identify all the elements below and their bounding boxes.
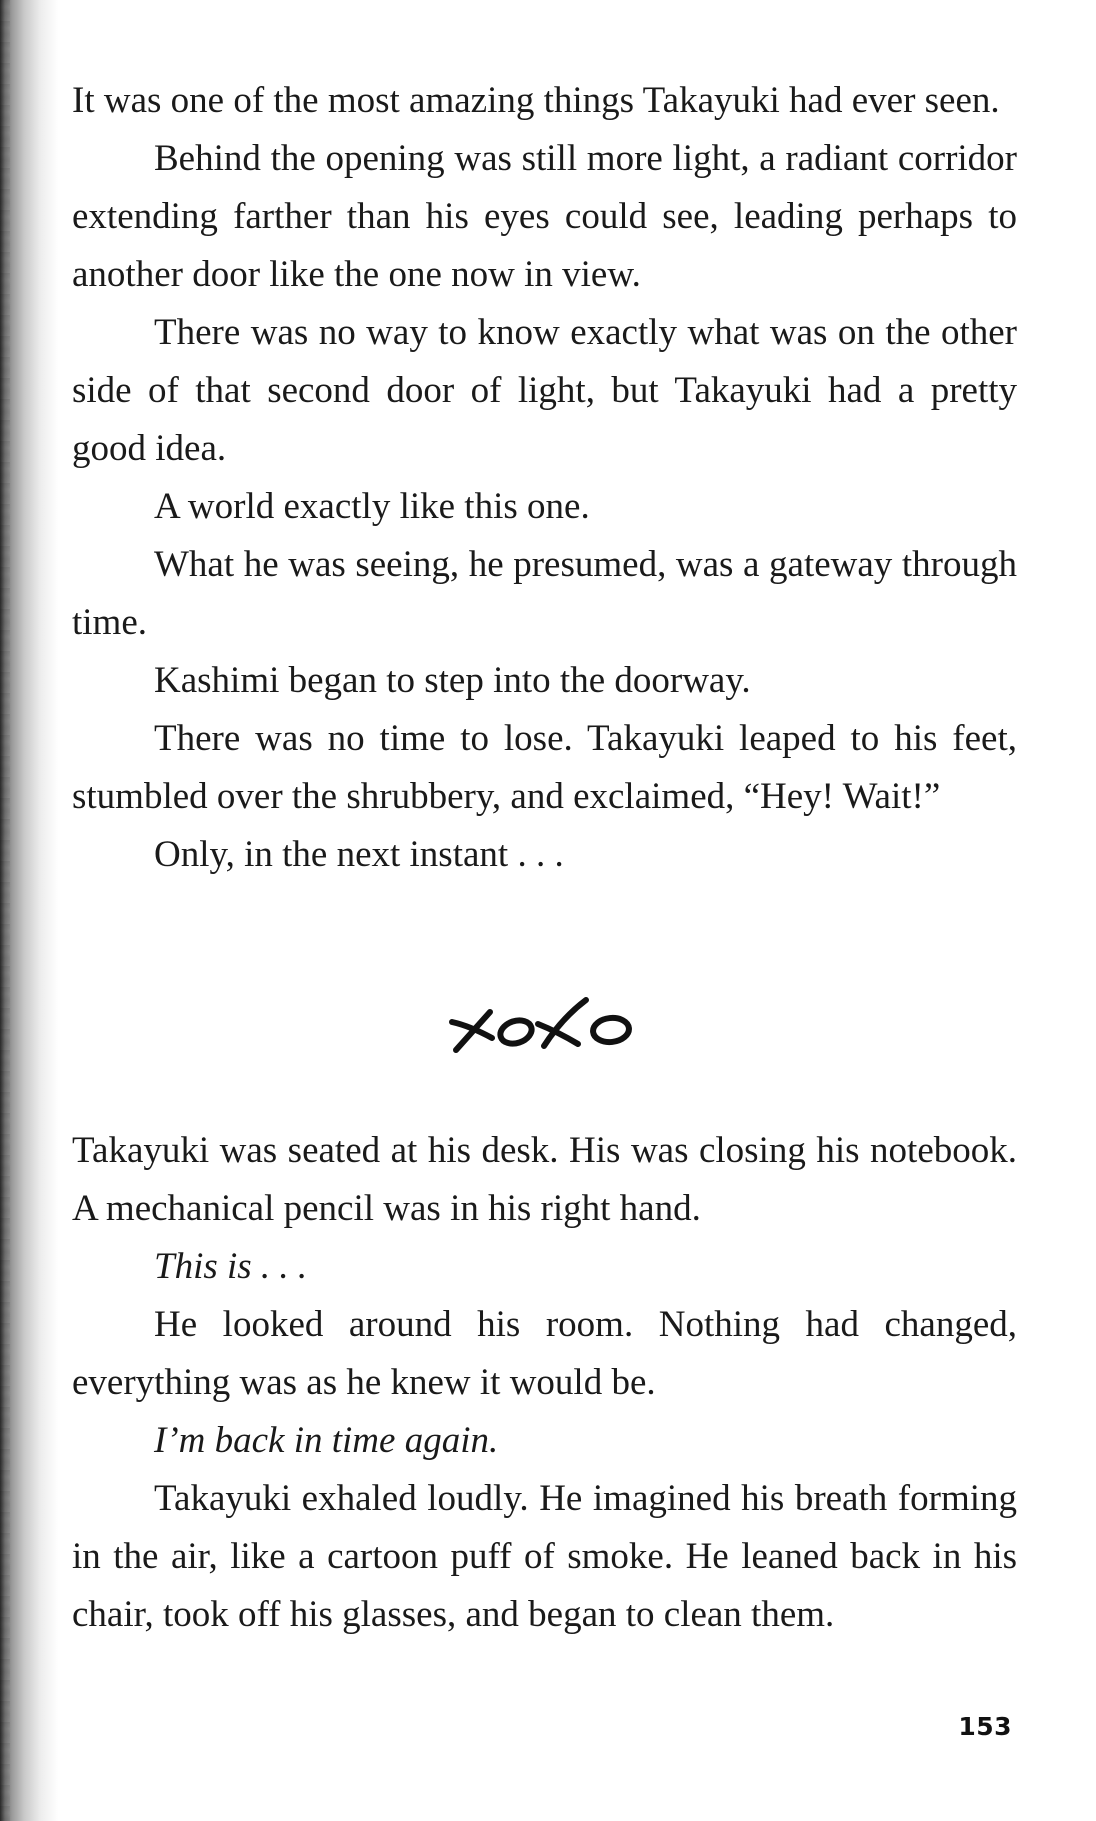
paragraph: Takayuki exhaled loudly. He imagined his breath forming in the air, like a cartoon puff of smoke. He leaned back in his chair, took off his glasses, and began to clean them.	[72, 1478, 1017, 1635]
paragraph: What he was seeing, he presumed, was a gateway through time.	[72, 544, 1017, 643]
paragraph: Behind the opening was still more light, a radiant corridor extending farther than his eyes could see, leading perhaps to another door like the one now in view.	[72, 138, 1017, 295]
paragraph: Only, in the next instant . . .	[154, 834, 564, 875]
paragraph-italic: I’m back in time again.	[154, 1420, 499, 1461]
paragraph: There was no time to lose. Takayuki leaped to his feet, stumbled over the shrubbery, and exclaimed, “Hey! Wait!”	[72, 718, 1017, 817]
paragraph: A world exactly like this one.	[154, 486, 590, 527]
paragraph: It was one of the most amazing things Takayuki had ever seen.	[72, 80, 1000, 121]
text-block-after-break	[72, 1122, 1017, 1644]
paragraph-italic: This is . . .	[154, 1246, 308, 1287]
paragraph: Takayuki was seated at his desk. His was closing his notebook. A mechanical pencil was in his right hand.	[72, 1130, 1017, 1229]
page-number: 153	[958, 1712, 1012, 1741]
paragraph: There was no way to know exactly what was on the other side of that second door of light, but Takayuki had a pretty good idea.	[72, 312, 1017, 469]
paragraph: Kashimi began to step into the doorway.	[154, 660, 751, 701]
paragraph: He looked around his room. Nothing had changed, everything was as he knew it would be.	[72, 1304, 1017, 1403]
page-binding-shadow	[0, 0, 58, 1821]
text-block-before-break	[72, 72, 1017, 884]
scene-break-ornament	[446, 992, 646, 1058]
